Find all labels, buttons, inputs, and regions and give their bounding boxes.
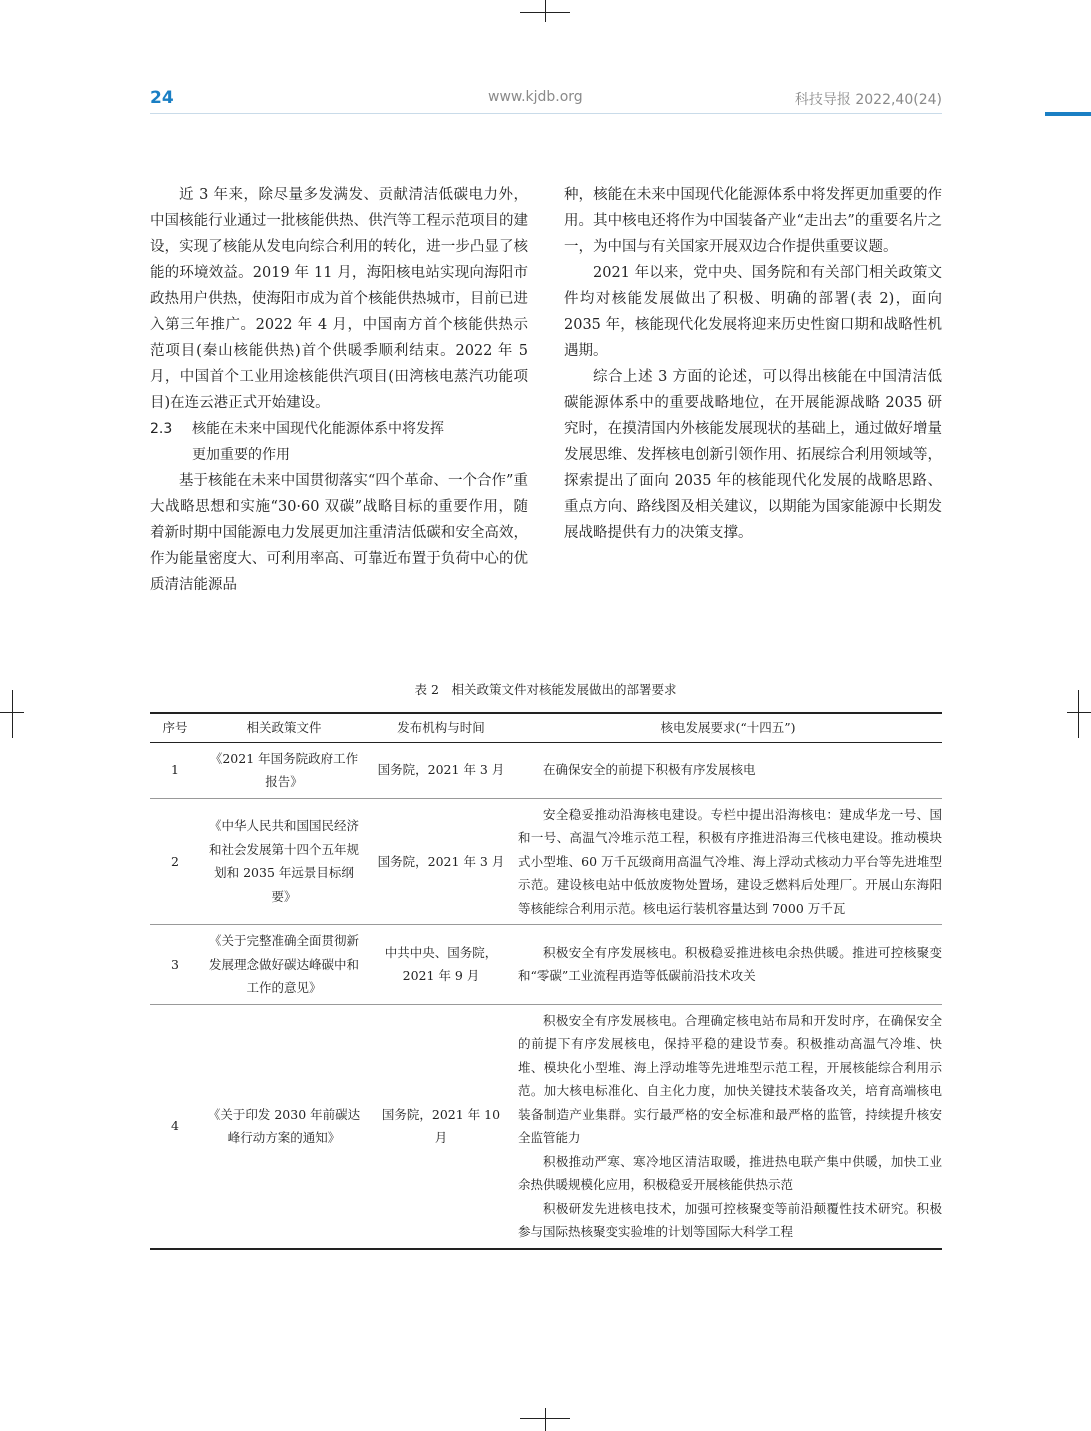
paragraph: 近 3 年来，除尽量多发满发、贡献清洁低碳电力外，中国核能行业通过一批核能供热、供汽等工程示范项目的建设，实现了核能从发电向综合利用的转化，进一步凸显了核能的环境效益。2019 年 11 月，海阳核电站实现向海阳市政热用户供热，使海阳市成为首个核能供热城市，目前已进入第三年推广。2022 年 4 月，中国南方首个核能供热示范项目(秦山核能供热)首个供暖季顺利结束。2022 年 5 月，中国首个工业用途核能供汽项目(田湾核电蒸汽功能项目)在连云港正式开始建设。 [150,187,528,411]
section-number: 2.3 [150,421,173,437]
table-row [150,925,942,1005]
paragraph: 2021 年以来，党中央、国务院和有关部门相关政策文件均对核能发展做出了积极、明确的部署(表 2)，面向 2035 年，核能现代化发展将迎来历史性窗口期和战略性机遇期。 [564,265,942,359]
journal-citation: 科技导报 2022,40(24) [794,92,942,108]
cell-org: 中共中央、国务院，2021 年 9 月 [368,925,514,1005]
cell-no: 2 [150,798,200,925]
crop-mark-bottom [545,1408,546,1431]
crop-mark-bottom-h [520,1418,570,1419]
cell-requirement: 积极安全有序发展核电。合理确定核电站布局和开发时序，在确保安全的前提下有序发展核电，保持平稳的建设节奏。积极推动高温气冷堆、快堆、模块化小型堆、海上浮动堆等先进堆型示范工程，开展核能综合利用示范。加大核电标准化、自主化力度，加快关键技术装备攻关，培育高端核电装备制造产业集群。实行最严格的安全标准和最严格的监管，持续提升核安全监管能力 积极推动严寒、寒冷地区清洁取暖，推进热电联产集中供暖，加快工业余热供暖规模化应用，积极稳妥开展核能供热示范 积极研发先进核电技术，加强可控核聚变等前沿颠覆性技术研究。积极参与国际热核聚变实验堆的计划等国际大科学工程 [514,1004,942,1249]
page-number: 24 [150,88,174,108]
header-accent-bar [1045,112,1091,116]
cell-org: 国务院，2021 年 3 月 [368,742,514,798]
paragraph: 种，核能在未来中国现代化能源体系中将发挥更加重要的作用。其中核电还将作为中国装备产业“走出去”的重要名片之一，为中国与有关国家开展双边合作提供重要议题。 [564,187,942,255]
section-title-line1: 核能在未来中国现代化能源体系中将发挥 [192,421,444,437]
crop-mark-right [1067,712,1091,713]
policy-table [150,712,942,1250]
crop-mark-top [545,0,546,22]
table-row [150,798,942,925]
table-header-row [150,713,942,742]
table-row [150,742,942,798]
header-rule [150,113,942,114]
cell-no: 1 [150,742,200,798]
right-column [564,182,942,546]
website-url: www.kjdb.org [488,89,583,105]
cell-document: 《关于完整准确全面贯彻新发展理念做好碳达峰碳中和工作的意见》 [200,925,368,1005]
cell-org: 国务院，2021 年 10 月 [368,1004,514,1249]
column-header: 序号 [150,713,200,742]
cell-requirement: 积极安全有序发展核电。积极稳妥推进核电余热供暖。推进可控核聚变和“零碳”工业流程再造等低碳前沿技术攻关 [514,925,942,1005]
section-heading [150,416,528,468]
left-column [150,182,528,598]
paragraph: 综合上述 3 方面的论述，可以得出核能在中国清洁低碳能源体系中的重要战略地位，在开展能源战略 2035 研究时，在摸清国内外核能发展现状的基础上，通过做好增量发展思维、发挥核电创新引领作用、拓展综合利用领域等，探索提出了面向 2035 年的核能现代化发展的战略思路、重点方向、路线图及相关建议，以期能为国家能源中长期发展战略提供有力的决策支撑。 [564,369,942,541]
column-header: 发布机构与时间 [368,713,514,742]
crop-mark-top-h [520,12,570,13]
table-caption: 表 2 相关政策文件对核能发展做出的部署要求 [414,682,677,697]
cell-requirement: 安全稳妥推动沿海核电建设。专栏中提出沿海核电：建成华龙一号、国和一号、高温气冷堆示范工程，积极有序推进沿海三代核电建设。推动模块式小型堆、60 万千瓦级商用高温气冷堆、海上浮动式核动力平台等先进堆型示范。建设核电站中低放废物处置场，建设乏燃料后处理厂。开展山东海阳等核能综合利用示范。核电运行装机容量达到 7000 万千瓦 [514,798,942,925]
cell-requirement: 在确保安全的前提下积极有序发展核电 [514,742,942,798]
column-header: 核电发展要求(“十四五”) [514,713,942,742]
cell-no: 4 [150,1004,200,1249]
cell-document: 《2021 年国务院政府工作报告》 [200,742,368,798]
cell-document: 《关于印发 2030 年前碳达峰行动方案的通知》 [200,1004,368,1249]
cell-org: 国务院，2021 年 3 月 [368,798,514,925]
cell-no: 3 [150,925,200,1005]
section-title-line2: 更加重要的作用 [192,447,290,463]
column-header: 相关政策文件 [200,713,368,742]
paragraph: 基于核能在未来中国贯彻落实“四个革命、一个合作”重大战略思想和实施“30·60 双碳”战略目标的重要作用，随着新时期中国能源电力发展更加注重清洁低碳和安全高效，作为能量密度大、可利用率高、可靠近布置于负荷中心的优质清洁能源品 [150,473,528,593]
running-header [150,84,942,114]
table-row [150,1004,942,1249]
cell-document: 《中华人民共和国国民经济和社会发展第十四个五年规划和 2035 年远景目标纲要》 [200,798,368,925]
